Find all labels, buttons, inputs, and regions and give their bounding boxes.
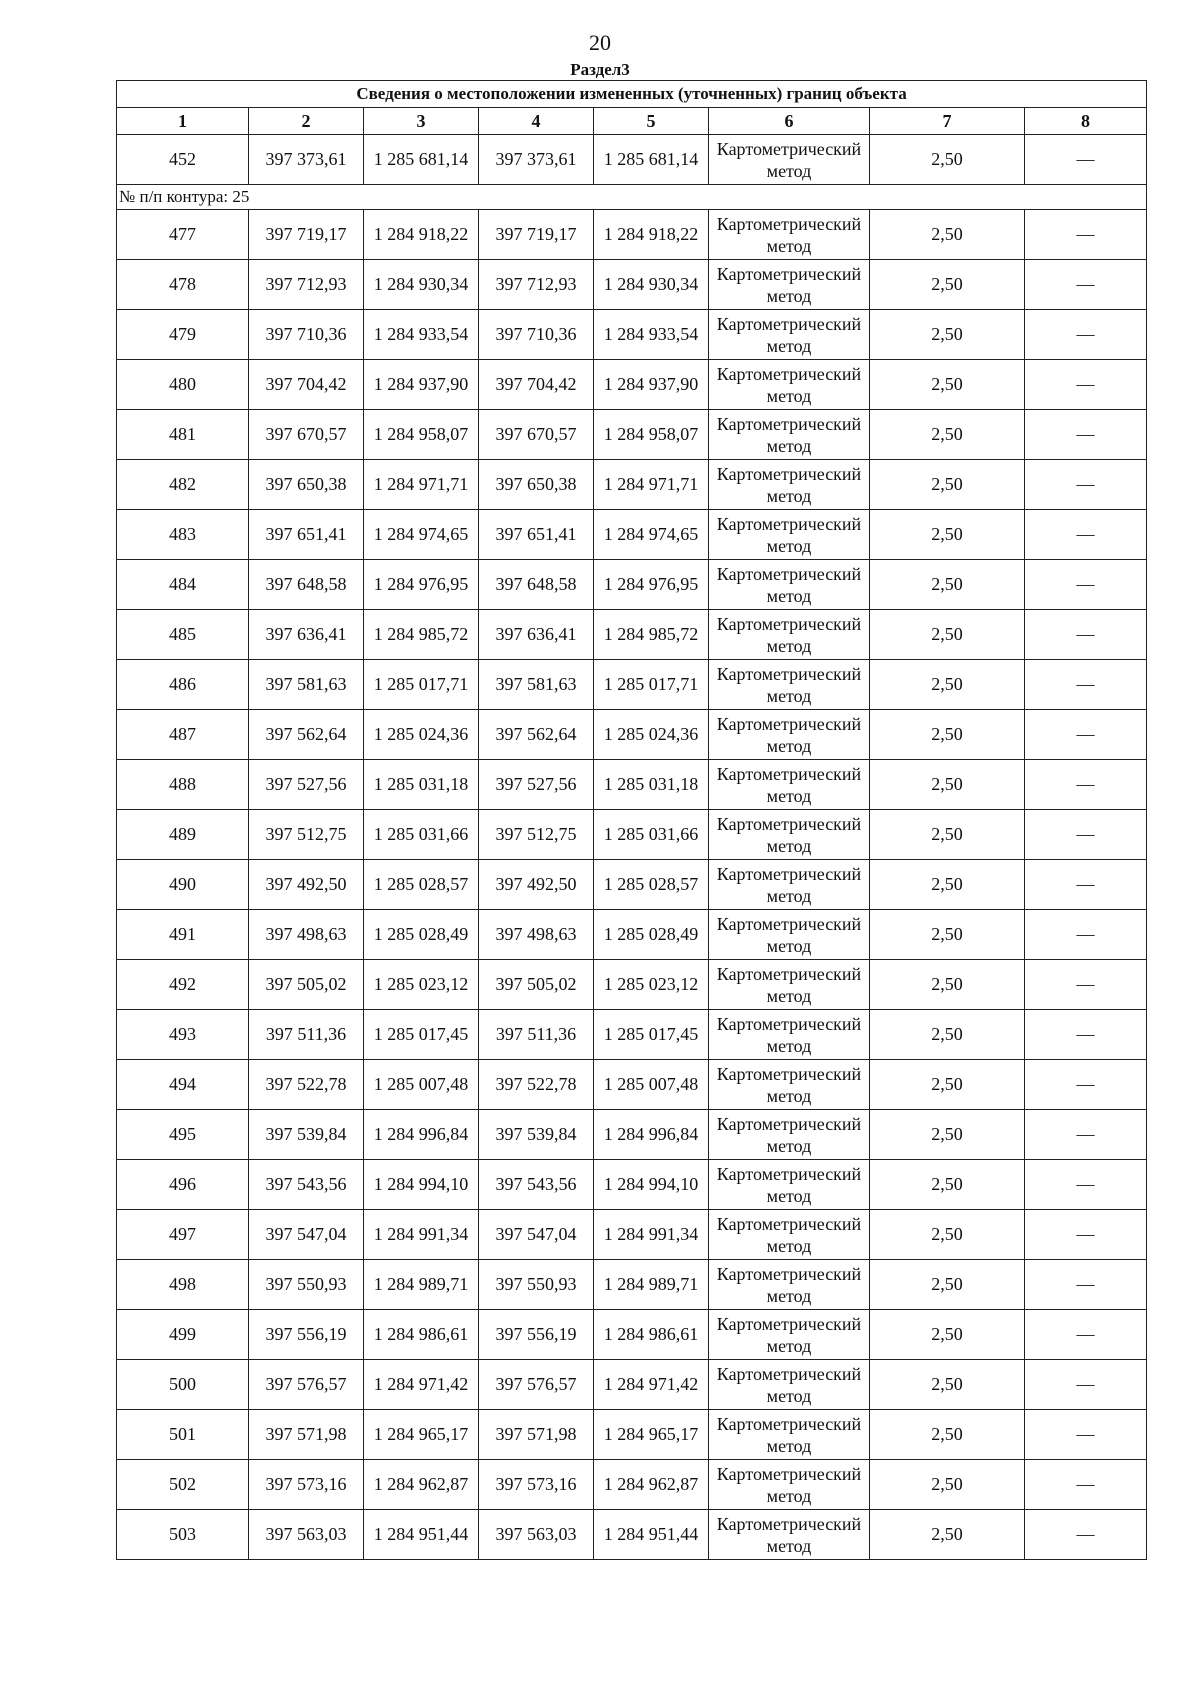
accuracy-value: 2,50	[870, 1460, 1025, 1510]
determination-method: Картометрический метод	[709, 710, 870, 760]
table-row	[117, 1410, 1147, 1460]
point-number: 501	[117, 1410, 249, 1460]
y-coordinate-new: 1 284 996,84	[594, 1110, 709, 1160]
point-description: —	[1025, 1260, 1147, 1310]
y-coordinate-existing: 1 285 017,45	[364, 1010, 479, 1060]
x-coordinate-new: 397 710,36	[479, 310, 594, 360]
accuracy-value: 2,50	[870, 1310, 1025, 1360]
y-coordinate-new: 1 284 962,87	[594, 1460, 709, 1510]
determination-method: Картометрический метод	[709, 1310, 870, 1360]
point-number: 495	[117, 1110, 249, 1160]
point-description: —	[1025, 1060, 1147, 1110]
point-number: 452	[117, 135, 249, 185]
y-coordinate-existing: 1 285 031,66	[364, 810, 479, 860]
point-number: 502	[117, 1460, 249, 1510]
table-row	[117, 560, 1147, 610]
x-coordinate-new: 397 636,41	[479, 610, 594, 660]
boundary-coordinates-table	[116, 80, 1147, 1560]
y-coordinate-new: 1 284 930,34	[594, 260, 709, 310]
x-coordinate-new: 397 719,17	[479, 210, 594, 260]
x-coordinate-existing: 397 636,41	[249, 610, 364, 660]
y-coordinate-existing: 1 284 985,72	[364, 610, 479, 660]
table-row	[117, 760, 1147, 810]
point-number: 488	[117, 760, 249, 810]
point-description: —	[1025, 760, 1147, 810]
table-row	[117, 1010, 1147, 1060]
accuracy-value: 2,50	[870, 260, 1025, 310]
point-number: 491	[117, 910, 249, 960]
point-description: —	[1025, 1310, 1147, 1360]
point-number: 496	[117, 1160, 249, 1210]
table-row	[117, 510, 1147, 560]
y-coordinate-new: 1 284 951,44	[594, 1510, 709, 1560]
table-row	[117, 1260, 1147, 1310]
accuracy-value: 2,50	[870, 135, 1025, 185]
y-coordinate-existing: 1 284 918,22	[364, 210, 479, 260]
table-row	[117, 660, 1147, 710]
point-description: —	[1025, 1460, 1147, 1510]
y-coordinate-existing: 1 285 024,36	[364, 710, 479, 760]
accuracy-value: 2,50	[870, 860, 1025, 910]
table-row	[117, 135, 1147, 185]
determination-method: Картометрический метод	[709, 1060, 870, 1110]
x-coordinate-existing: 397 710,36	[249, 310, 364, 360]
column-number: 5	[594, 108, 709, 135]
determination-method: Картометрический метод	[709, 1160, 870, 1210]
point-description: —	[1025, 210, 1147, 260]
y-coordinate-existing: 1 284 951,44	[364, 1510, 479, 1560]
determination-method: Картометрический метод	[709, 810, 870, 860]
x-coordinate-new: 397 670,57	[479, 410, 594, 460]
point-number: 492	[117, 960, 249, 1010]
point-number: 503	[117, 1510, 249, 1560]
accuracy-value: 2,50	[870, 460, 1025, 510]
y-coordinate-new: 1 285 007,48	[594, 1060, 709, 1110]
y-coordinate-new: 1 284 976,95	[594, 560, 709, 610]
x-coordinate-existing: 397 704,42	[249, 360, 364, 410]
determination-method: Картометрический метод	[709, 1110, 870, 1160]
y-coordinate-new: 1 284 985,72	[594, 610, 709, 660]
x-coordinate-new: 397 543,56	[479, 1160, 594, 1210]
point-description: —	[1025, 710, 1147, 760]
section-title: Раздел3	[570, 60, 630, 79]
point-description: —	[1025, 860, 1147, 910]
determination-method: Картометрический метод	[709, 560, 870, 610]
x-coordinate-existing: 397 512,75	[249, 810, 364, 860]
x-coordinate-new: 397 512,75	[479, 810, 594, 860]
y-coordinate-existing: 1 285 681,14	[364, 135, 479, 185]
x-coordinate-existing: 397 522,78	[249, 1060, 364, 1110]
point-description: —	[1025, 360, 1147, 410]
y-coordinate-existing: 1 284 991,34	[364, 1210, 479, 1260]
table-row	[117, 260, 1147, 310]
accuracy-value: 2,50	[870, 910, 1025, 960]
point-description: —	[1025, 135, 1147, 185]
x-coordinate-new: 397 571,98	[479, 1410, 594, 1460]
determination-method: Картометрический метод	[709, 510, 870, 560]
table-row	[117, 810, 1147, 860]
table-row	[117, 310, 1147, 360]
point-number: 493	[117, 1010, 249, 1060]
x-coordinate-existing: 397 650,38	[249, 460, 364, 510]
table-caption-row	[117, 81, 1147, 108]
determination-method: Картометрический метод	[709, 860, 870, 910]
x-coordinate-existing: 397 571,98	[249, 1410, 364, 1460]
determination-method: Картометрический метод	[709, 1010, 870, 1060]
y-coordinate-new: 1 285 031,66	[594, 810, 709, 860]
x-coordinate-new: 397 505,02	[479, 960, 594, 1010]
column-number: 6	[709, 108, 870, 135]
y-coordinate-new: 1 284 965,17	[594, 1410, 709, 1460]
contour-row	[117, 185, 1147, 210]
point-description: —	[1025, 910, 1147, 960]
x-coordinate-existing: 397 576,57	[249, 1360, 364, 1410]
accuracy-value: 2,50	[870, 310, 1025, 360]
x-coordinate-new: 397 576,57	[479, 1360, 594, 1410]
table-row	[117, 1210, 1147, 1260]
x-coordinate-existing: 397 543,56	[249, 1160, 364, 1210]
x-coordinate-new: 397 547,04	[479, 1210, 594, 1260]
point-number: 481	[117, 410, 249, 460]
point-number: 494	[117, 1060, 249, 1110]
table-row	[117, 610, 1147, 660]
point-description: —	[1025, 610, 1147, 660]
y-coordinate-new: 1 285 024,36	[594, 710, 709, 760]
x-coordinate-new: 397 539,84	[479, 1110, 594, 1160]
y-coordinate-new: 1 285 028,49	[594, 910, 709, 960]
accuracy-value: 2,50	[870, 1060, 1025, 1110]
x-coordinate-existing: 397 712,93	[249, 260, 364, 310]
x-coordinate-existing: 397 539,84	[249, 1110, 364, 1160]
column-number: 4	[479, 108, 594, 135]
table-row	[117, 860, 1147, 910]
page-number: 20	[589, 30, 611, 55]
determination-method: Картометрический метод	[709, 210, 870, 260]
x-coordinate-existing: 397 511,36	[249, 1010, 364, 1060]
determination-method: Картометрический метод	[709, 360, 870, 410]
point-number: 497	[117, 1210, 249, 1260]
x-coordinate-new: 397 527,56	[479, 760, 594, 810]
y-coordinate-new: 1 285 023,12	[594, 960, 709, 1010]
accuracy-value: 2,50	[870, 1160, 1025, 1210]
x-coordinate-new: 397 492,50	[479, 860, 594, 910]
determination-method: Картометрический метод	[709, 260, 870, 310]
y-coordinate-existing: 1 285 023,12	[364, 960, 479, 1010]
table-row	[117, 1360, 1147, 1410]
accuracy-value: 2,50	[870, 660, 1025, 710]
column-number: 3	[364, 108, 479, 135]
x-coordinate-existing: 397 556,19	[249, 1310, 364, 1360]
y-coordinate-new: 1 284 933,54	[594, 310, 709, 360]
x-coordinate-new: 397 373,61	[479, 135, 594, 185]
y-coordinate-existing: 1 284 933,54	[364, 310, 479, 360]
accuracy-value: 2,50	[870, 1410, 1025, 1460]
y-coordinate-new: 1 284 918,22	[594, 210, 709, 260]
y-coordinate-existing: 1 284 994,10	[364, 1160, 479, 1210]
y-coordinate-existing: 1 284 974,65	[364, 510, 479, 560]
y-coordinate-existing: 1 284 971,42	[364, 1360, 479, 1410]
point-description: —	[1025, 560, 1147, 610]
determination-method: Картометрический метод	[709, 1460, 870, 1510]
point-number: 485	[117, 610, 249, 660]
y-coordinate-new: 1 284 991,34	[594, 1210, 709, 1260]
point-number: 498	[117, 1260, 249, 1310]
x-coordinate-new: 397 712,93	[479, 260, 594, 310]
y-coordinate-existing: 1 284 930,34	[364, 260, 479, 310]
column-number: 7	[870, 108, 1025, 135]
y-coordinate-new: 1 284 971,42	[594, 1360, 709, 1410]
table-row	[117, 960, 1147, 1010]
table-caption: Сведения о местоположении измененных (уточненных) границ объекта	[117, 81, 1147, 108]
x-coordinate-existing: 397 498,63	[249, 910, 364, 960]
y-coordinate-new: 1 285 028,57	[594, 860, 709, 910]
table-row	[117, 410, 1147, 460]
x-coordinate-new: 397 511,36	[479, 1010, 594, 1060]
determination-method: Картометрический метод	[709, 760, 870, 810]
y-coordinate-new: 1 285 031,18	[594, 760, 709, 810]
point-number: 490	[117, 860, 249, 910]
accuracy-value: 2,50	[870, 610, 1025, 660]
x-coordinate-existing: 397 648,58	[249, 560, 364, 610]
x-coordinate-new: 397 562,64	[479, 710, 594, 760]
point-description: —	[1025, 660, 1147, 710]
y-coordinate-existing: 1 284 976,95	[364, 560, 479, 610]
x-coordinate-new: 397 581,63	[479, 660, 594, 710]
point-description: —	[1025, 510, 1147, 560]
table-row	[117, 1110, 1147, 1160]
x-coordinate-existing: 397 547,04	[249, 1210, 364, 1260]
point-number: 482	[117, 460, 249, 510]
y-coordinate-existing: 1 284 971,71	[364, 460, 479, 510]
column-number: 1	[117, 108, 249, 135]
accuracy-value: 2,50	[870, 1210, 1025, 1260]
y-coordinate-existing: 1 284 958,07	[364, 410, 479, 460]
x-coordinate-existing: 397 505,02	[249, 960, 364, 1010]
point-description: —	[1025, 1510, 1147, 1560]
accuracy-value: 2,50	[870, 410, 1025, 460]
accuracy-value: 2,50	[870, 510, 1025, 560]
x-coordinate-new: 397 556,19	[479, 1310, 594, 1360]
y-coordinate-existing: 1 284 965,17	[364, 1410, 479, 1460]
x-coordinate-new: 397 563,03	[479, 1510, 594, 1560]
y-coordinate-existing: 1 284 937,90	[364, 360, 479, 410]
y-coordinate-new: 1 284 994,10	[594, 1160, 709, 1210]
y-coordinate-new: 1 284 986,61	[594, 1310, 709, 1360]
point-number: 500	[117, 1360, 249, 1410]
x-coordinate-existing: 397 373,61	[249, 135, 364, 185]
accuracy-value: 2,50	[870, 1260, 1025, 1310]
point-description: —	[1025, 1160, 1147, 1210]
y-coordinate-existing: 1 284 989,71	[364, 1260, 479, 1310]
x-coordinate-existing: 397 550,93	[249, 1260, 364, 1310]
point-number: 499	[117, 1310, 249, 1360]
y-coordinate-existing: 1 285 028,49	[364, 910, 479, 960]
determination-method: Картометрический метод	[709, 410, 870, 460]
determination-method: Картометрический метод	[709, 610, 870, 660]
x-coordinate-new: 397 573,16	[479, 1460, 594, 1510]
point-description: —	[1025, 1210, 1147, 1260]
point-description: —	[1025, 810, 1147, 860]
x-coordinate-existing: 397 573,16	[249, 1460, 364, 1510]
y-coordinate-existing: 1 285 007,48	[364, 1060, 479, 1110]
x-coordinate-existing: 397 562,64	[249, 710, 364, 760]
table-row	[117, 1460, 1147, 1510]
y-coordinate-new: 1 285 681,14	[594, 135, 709, 185]
y-coordinate-existing: 1 284 986,61	[364, 1310, 479, 1360]
determination-method: Картометрический метод	[709, 135, 870, 185]
column-number: 8	[1025, 108, 1147, 135]
table-row	[117, 360, 1147, 410]
point-description: —	[1025, 260, 1147, 310]
determination-method: Картометрический метод	[709, 1360, 870, 1410]
x-coordinate-new: 397 648,58	[479, 560, 594, 610]
x-coordinate-existing: 397 719,17	[249, 210, 364, 260]
determination-method: Картометрический метод	[709, 960, 870, 1010]
table-row	[117, 710, 1147, 760]
y-coordinate-new: 1 284 974,65	[594, 510, 709, 560]
x-coordinate-new: 397 650,38	[479, 460, 594, 510]
x-coordinate-new: 397 651,41	[479, 510, 594, 560]
y-coordinate-new: 1 284 989,71	[594, 1260, 709, 1310]
column-number: 2	[249, 108, 364, 135]
accuracy-value: 2,50	[870, 210, 1025, 260]
y-coordinate-existing: 1 285 028,57	[364, 860, 479, 910]
point-description: —	[1025, 460, 1147, 510]
x-coordinate-existing: 397 581,63	[249, 660, 364, 710]
y-coordinate-new: 1 284 971,71	[594, 460, 709, 510]
determination-method: Картометрический метод	[709, 460, 870, 510]
point-number: 487	[117, 710, 249, 760]
determination-method: Картометрический метод	[709, 1260, 870, 1310]
point-description: —	[1025, 1110, 1147, 1160]
table-row	[117, 1510, 1147, 1560]
point-description: —	[1025, 1410, 1147, 1460]
point-description: —	[1025, 310, 1147, 360]
table-row	[117, 1060, 1147, 1110]
x-coordinate-new: 397 498,63	[479, 910, 594, 960]
point-number: 478	[117, 260, 249, 310]
point-number: 480	[117, 360, 249, 410]
point-number: 477	[117, 210, 249, 260]
point-number: 486	[117, 660, 249, 710]
accuracy-value: 2,50	[870, 1360, 1025, 1410]
point-number: 483	[117, 510, 249, 560]
point-description: —	[1025, 960, 1147, 1010]
determination-method: Картометрический метод	[709, 1410, 870, 1460]
determination-method: Картометрический метод	[709, 910, 870, 960]
point-description: —	[1025, 1010, 1147, 1060]
table-row	[117, 1160, 1147, 1210]
y-coordinate-new: 1 285 017,71	[594, 660, 709, 710]
accuracy-value: 2,50	[870, 560, 1025, 610]
accuracy-value: 2,50	[870, 760, 1025, 810]
contour-label: № п/п контура: 25	[117, 185, 1147, 210]
y-coordinate-existing: 1 284 962,87	[364, 1460, 479, 1510]
accuracy-value: 2,50	[870, 1110, 1025, 1160]
point-description: —	[1025, 1360, 1147, 1410]
x-coordinate-existing: 397 563,03	[249, 1510, 364, 1560]
determination-method: Картометрический метод	[709, 1210, 870, 1260]
y-coordinate-new: 1 284 958,07	[594, 410, 709, 460]
table-row	[117, 910, 1147, 960]
accuracy-value: 2,50	[870, 1510, 1025, 1560]
table-row	[117, 460, 1147, 510]
x-coordinate-new: 397 522,78	[479, 1060, 594, 1110]
x-coordinate-new: 397 704,42	[479, 360, 594, 410]
y-coordinate-existing: 1 285 031,18	[364, 760, 479, 810]
point-description: —	[1025, 410, 1147, 460]
table-row	[117, 1310, 1147, 1360]
point-number: 484	[117, 560, 249, 610]
x-coordinate-existing: 397 527,56	[249, 760, 364, 810]
x-coordinate-existing: 397 492,50	[249, 860, 364, 910]
column-number-row	[117, 108, 1147, 135]
y-coordinate-new: 1 284 937,90	[594, 360, 709, 410]
accuracy-value: 2,50	[870, 710, 1025, 760]
accuracy-value: 2,50	[870, 810, 1025, 860]
x-coordinate-new: 397 550,93	[479, 1260, 594, 1310]
y-coordinate-existing: 1 285 017,71	[364, 660, 479, 710]
accuracy-value: 2,50	[870, 960, 1025, 1010]
table-row	[117, 210, 1147, 260]
determination-method: Картометрический метод	[709, 310, 870, 360]
x-coordinate-existing: 397 651,41	[249, 510, 364, 560]
accuracy-value: 2,50	[870, 360, 1025, 410]
y-coordinate-new: 1 285 017,45	[594, 1010, 709, 1060]
table-body	[117, 81, 1147, 1560]
y-coordinate-existing: 1 284 996,84	[364, 1110, 479, 1160]
determination-method: Картометрический метод	[709, 1510, 870, 1560]
accuracy-value: 2,50	[870, 1010, 1025, 1060]
x-coordinate-existing: 397 670,57	[249, 410, 364, 460]
point-number: 479	[117, 310, 249, 360]
point-number: 489	[117, 810, 249, 860]
determination-method: Картометрический метод	[709, 660, 870, 710]
